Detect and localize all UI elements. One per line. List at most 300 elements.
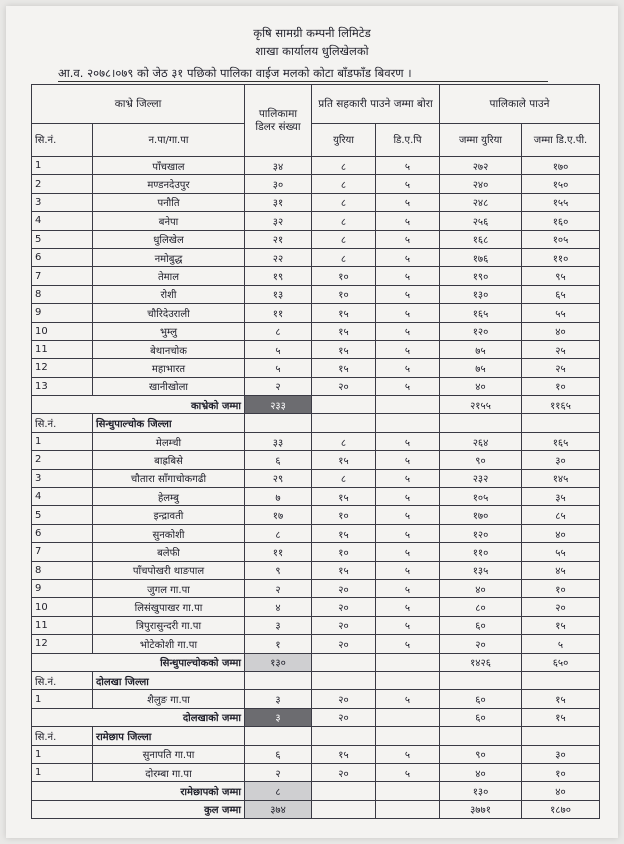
row-total-urea: २४८ [440,193,522,211]
row-municipality: धुलिखेल [93,230,245,248]
row-municipality: चौरिदेउराली [93,304,245,322]
table-row [32,524,600,542]
row-dap: ५ [376,212,440,230]
grand-total-row [32,800,600,818]
row-dap: ५ [376,451,440,469]
row-total-dap: ६५ [522,285,600,303]
subtotal-row [32,708,600,726]
row-total-dap: ११० [522,248,600,266]
row-sn: 1 [32,763,93,781]
subtotal-dap [376,782,440,800]
row-sn: 1 [32,690,93,708]
row-municipality: तेमाल [93,267,245,285]
row-municipality: जुगल गा.पा [93,579,245,597]
row-sn: 3 [32,469,93,487]
document-subtitle: आ.व. २०७८।०७९ को जेठ ३१ पछिको पालिका वाईज मलको कोटा बाँडफाँड बिवरण । [58,66,548,82]
total-dap-header: जम्मा डि.ए.पी. [522,124,600,157]
row-sn: 5 [32,230,93,248]
per-coop-header: प्रति सहकारी पाउने जम्मा बोरा [312,85,440,124]
row-total-urea: ११० [440,543,522,561]
subtotal-total-dap: १५ [522,708,600,726]
row-dap: ५ [376,579,440,597]
row-municipality: रोशी [93,285,245,303]
row-total-dap: १६० [522,212,600,230]
grand-total-dap-sum: १८७० [522,800,600,818]
row-total-urea: २० [440,635,522,653]
row-urea: ८ [312,469,376,487]
district-heading-row [32,671,600,689]
row-municipality: पनौति [93,193,245,211]
palika-gets-header: पालिकाले पाउने [440,85,600,124]
row-municipality: मण्डनदेउपुर [93,175,245,193]
table-row [32,561,600,579]
subtotal-total-urea: १४२६ [440,653,522,671]
row-total-urea: १३० [440,285,522,303]
row-municipality: बलेफी [93,543,245,561]
table-row [32,543,600,561]
sn-header: सि.नं. [32,124,93,157]
row-total-dap: २५ [522,340,600,358]
row-sn: 8 [32,285,93,303]
row-sn: 12 [32,359,93,377]
row-total-dap: ३० [522,451,600,469]
row-total-dap: १५० [522,175,600,193]
row-municipality: त्रिपुरासुन्दरी गा.पा [93,616,245,634]
subtotal-total-urea: ६० [440,708,522,726]
row-municipality: इन्द्रावती [93,506,245,524]
row-urea: ८ [312,432,376,450]
table-row [32,763,600,781]
row-dap: ५ [376,598,440,616]
row-municipality: शैलुङ गा.पा [93,690,245,708]
row-dap: ५ [376,635,440,653]
row-sn: 6 [32,524,93,542]
row-sn: 1 [32,157,93,175]
row-urea: १० [312,543,376,561]
table-row [32,690,600,708]
blank-cell [440,727,522,745]
row-total-dap: २० [522,598,600,616]
row-urea: २० [312,616,376,634]
row-sn: 8 [32,561,93,579]
row-dap: ५ [376,432,440,450]
subtotal-urea: २० [312,708,376,726]
subtotal-label: काभ्रेको जम्मा [32,396,245,414]
row-total-urea: १३५ [440,561,522,579]
blank-cell [522,414,600,432]
row-urea: २० [312,598,376,616]
row-total-urea: ८० [440,598,522,616]
row-dap: ५ [376,561,440,579]
row-total-dap: ५ [522,635,600,653]
row-dap: ५ [376,230,440,248]
row-total-dap: १६५ [522,432,600,450]
row-total-urea: २७२ [440,157,522,175]
row-total-dap: १०५ [522,230,600,248]
row-urea: २० [312,377,376,395]
row-dealers: ३३ [245,432,312,450]
row-sn: 9 [32,579,93,597]
row-dap: ५ [376,469,440,487]
row-dealers: २ [245,763,312,781]
subtotal-total-dap: ११६५ [522,396,600,414]
district-heading: रामेछाप जिल्ला [93,727,245,745]
row-dealers: ४ [245,598,312,616]
row-dap: ५ [376,763,440,781]
row-municipality: बाह्रबिसे [93,451,245,469]
row-dap: ५ [376,248,440,266]
grand-total-dealers: ३७४ [245,800,312,818]
dealers-header: पालिकामा डिलर संख्या [245,85,312,157]
grand-total-label: कुल जम्मा [32,800,245,818]
table-row [32,451,600,469]
row-dealers: ८ [245,524,312,542]
row-sn: 4 [32,488,93,506]
row-dealers: ५ [245,359,312,377]
row-municipality: बनेपा [93,212,245,230]
row-municipality: पाँचपोखरी थाङपाल [93,561,245,579]
subtotal-dap [376,396,440,414]
row-dealers: १ [245,635,312,653]
row-total-dap: १० [522,377,600,395]
row-sn: 9 [32,304,93,322]
row-dealers: २ [245,377,312,395]
row-sn: 5 [32,506,93,524]
row-dap: ५ [376,267,440,285]
row-total-dap: २५ [522,359,600,377]
row-dealers: १९ [245,267,312,285]
row-dap: ५ [376,488,440,506]
district-heading: सिन्धुपाल्चोक जिल्ला [93,414,245,432]
row-dap: ५ [376,285,440,303]
row-dealers: ३४ [245,157,312,175]
table-row [32,285,600,303]
row-urea: १० [312,506,376,524]
row-municipality: हेलम्बु [93,488,245,506]
office-name: शाखा कार्यालय धुलिखेलको [255,44,369,58]
table-row [32,248,600,266]
blank-cell [245,414,312,432]
row-dealers: ३ [245,690,312,708]
subtotal-total-urea: २१५५ [440,396,522,414]
row-urea: ८ [312,193,376,211]
row-urea: १५ [312,322,376,340]
subtotal-dealers: ८ [245,782,312,800]
row-dap: ५ [376,506,440,524]
row-total-urea: १६८ [440,230,522,248]
table-row [32,322,600,340]
row-total-urea: २४० [440,175,522,193]
row-municipality: दोरम्बा गा.पा [93,763,245,781]
row-total-dap: १५ [522,616,600,634]
row-urea: १० [312,267,376,285]
grand-total-urea-sum: ३७७१ [440,800,522,818]
district-sn-label: सि.नं. [32,414,93,432]
blank-cell [522,671,600,689]
row-sn: 6 [32,248,93,266]
table-row [32,175,600,193]
blank-cell [245,671,312,689]
table-row [32,616,600,634]
row-dealers: २९ [245,469,312,487]
row-municipality: सुनकोशी [93,524,245,542]
table-row [32,267,600,285]
row-municipality: भुम्लु [93,322,245,340]
header-row-2 [32,124,600,157]
row-total-urea: ६० [440,616,522,634]
row-municipality: खानीखोला [93,377,245,395]
row-total-urea: १९० [440,267,522,285]
allocation-table [31,84,600,819]
row-urea: १५ [312,745,376,763]
table-row [32,432,600,450]
blank-cell [522,727,600,745]
row-sn: 2 [32,175,93,193]
row-dap: ५ [376,359,440,377]
table-row [32,377,600,395]
row-dap: ५ [376,322,440,340]
row-dealers: २ [245,579,312,597]
row-total-dap: ९५ [522,267,600,285]
row-urea: ८ [312,230,376,248]
row-total-dap: १५५ [522,193,600,211]
blank-cell [312,727,376,745]
row-dealers: २२ [245,248,312,266]
row-dealers: ९ [245,561,312,579]
blank-cell [376,727,440,745]
subtotal-dap [376,653,440,671]
row-sn: 3 [32,193,93,211]
row-total-dap: १० [522,579,600,597]
row-total-urea: ४० [440,377,522,395]
row-dealers: ११ [245,304,312,322]
subtotal-label: दोलखाको जम्मा [32,708,245,726]
table-row [32,359,600,377]
row-dap: ५ [376,377,440,395]
row-sn: 1 [32,432,93,450]
row-total-dap: ४० [522,322,600,340]
row-total-dap: ५५ [522,543,600,561]
blank-cell [376,414,440,432]
blank-cell [312,671,376,689]
row-municipality: बेथानचोक [93,340,245,358]
row-dealers: ८ [245,322,312,340]
blank-cell [440,671,522,689]
table-row [32,506,600,524]
table-row [32,635,600,653]
row-dealers: ११ [245,543,312,561]
row-total-urea: १७६ [440,248,522,266]
grand-total-urea [312,800,376,818]
row-total-urea: ७५ [440,359,522,377]
row-urea: १५ [312,488,376,506]
row-total-dap: १४५ [522,469,600,487]
row-urea: १५ [312,524,376,542]
table-row [32,193,600,211]
subtotal-row [32,782,600,800]
row-urea: १५ [312,451,376,469]
row-municipality: नमोबुद्ध [93,248,245,266]
urea-header: युरिया [312,124,376,157]
table-row [32,598,600,616]
row-total-urea: ७५ [440,340,522,358]
row-total-dap: ८५ [522,506,600,524]
row-sn: 7 [32,267,93,285]
row-total-urea: ४० [440,763,522,781]
row-sn: 1 [32,745,93,763]
grand-total-dap [376,800,440,818]
row-dap: ५ [376,157,440,175]
row-dealers: ३० [245,175,312,193]
row-total-urea: २५६ [440,212,522,230]
row-total-dap: ३० [522,745,600,763]
row-total-urea: १२० [440,524,522,542]
row-dap: ५ [376,304,440,322]
table-row [32,157,600,175]
district-header: काभ्रे जिल्ला [32,85,245,124]
table-row [32,212,600,230]
subtotal-total-dap: ६५० [522,653,600,671]
row-municipality: सुनापति गा.पा [93,745,245,763]
row-total-urea: १०५ [440,488,522,506]
row-urea: १५ [312,359,376,377]
subtotal-label: सिन्धुपाल्चोकको जम्मा [32,653,245,671]
row-total-urea: ६० [440,690,522,708]
subtotal-dealers: २३३ [245,396,312,414]
row-total-urea: ९० [440,451,522,469]
row-urea: ८ [312,175,376,193]
table-row [32,304,600,322]
row-urea: ८ [312,248,376,266]
row-total-urea: १२० [440,322,522,340]
row-dap: ५ [376,340,440,358]
row-total-urea: ९० [440,745,522,763]
district-heading: दोलखा जिल्ला [93,671,245,689]
subtotal-urea [312,396,376,414]
row-total-dap: १७० [522,157,600,175]
row-dealers: ३ [245,616,312,634]
subtotal-dealers: १३० [245,653,312,671]
company-name: कृषि सामग्री कम्पनी लिमिटेड [253,26,371,40]
row-sn: 13 [32,377,93,395]
row-total-urea: १६५ [440,304,522,322]
row-sn: 4 [32,212,93,230]
row-dealers: ६ [245,451,312,469]
row-dap: ५ [376,745,440,763]
row-urea: २० [312,579,376,597]
subtotal-total-dap: ४० [522,782,600,800]
subtotal-dealers: ३ [245,708,312,726]
row-total-urea: १७० [440,506,522,524]
row-dealers: १७ [245,506,312,524]
header-row-1 [32,85,600,124]
row-total-dap: ४५ [522,561,600,579]
row-dealers: ५ [245,340,312,358]
row-dealers: ७ [245,488,312,506]
municipality-header: न.पा/गा.पा [93,124,245,157]
dap-header: डि.ए.पि [376,124,440,157]
row-urea: १५ [312,304,376,322]
row-dealers: २१ [245,230,312,248]
row-dap: ५ [376,690,440,708]
row-dealers: ३२ [245,212,312,230]
row-urea: २० [312,763,376,781]
subtotal-urea [312,782,376,800]
table-row [32,469,600,487]
row-municipality: महाभारत [93,359,245,377]
row-dealers: १३ [245,285,312,303]
table-row [32,488,600,506]
row-total-dap: ५५ [522,304,600,322]
row-dap: ५ [376,524,440,542]
subtotal-row [32,653,600,671]
subtotal-total-urea: १३० [440,782,522,800]
row-municipality: चौतारा साँगाचोकगढी [93,469,245,487]
row-dap: ५ [376,193,440,211]
row-sn: 10 [32,598,93,616]
table-row [32,340,600,358]
row-total-urea: ४० [440,579,522,597]
district-sn-label: सि.नं. [32,727,93,745]
row-total-urea: २३२ [440,469,522,487]
row-sn: 11 [32,616,93,634]
row-total-dap: ३५ [522,488,600,506]
blank-cell [312,414,376,432]
blank-cell [440,414,522,432]
row-urea: ८ [312,157,376,175]
row-municipality: भोटेकोशी गा.पा [93,635,245,653]
row-urea: १० [312,285,376,303]
row-total-dap: १५ [522,690,600,708]
row-sn: 7 [32,543,93,561]
row-municipality: मेलम्ची [93,432,245,450]
row-urea: १५ [312,340,376,358]
row-total-urea: २६४ [440,432,522,450]
row-dealers: ३१ [245,193,312,211]
row-urea: १५ [312,561,376,579]
row-sn: 12 [32,635,93,653]
subtotal-dap [376,708,440,726]
row-sn: 10 [32,322,93,340]
subtotal-urea [312,653,376,671]
row-total-dap: १० [522,763,600,781]
table-row [32,745,600,763]
row-dealers: ६ [245,745,312,763]
document-page [6,6,618,838]
table-row [32,230,600,248]
row-municipality: लिसंखुपाखर गा.पा [93,598,245,616]
district-sn-label: सि.नं. [32,671,93,689]
row-dap: ५ [376,543,440,561]
row-dap: ५ [376,616,440,634]
row-total-dap: ४० [522,524,600,542]
row-urea: ८ [312,212,376,230]
subtotal-row [32,396,600,414]
row-urea: २० [312,635,376,653]
total-urea-header: जम्मा युरिया [440,124,522,157]
row-urea: २० [312,690,376,708]
row-dap: ५ [376,175,440,193]
table-row [32,579,600,597]
row-sn: 11 [32,340,93,358]
blank-cell [245,727,312,745]
subtotal-label: रामेछापको जम्मा [32,782,245,800]
blank-cell [376,671,440,689]
row-municipality: पाँचखाल [93,157,245,175]
row-sn: 2 [32,451,93,469]
district-heading-row [32,414,600,432]
district-heading-row [32,727,600,745]
